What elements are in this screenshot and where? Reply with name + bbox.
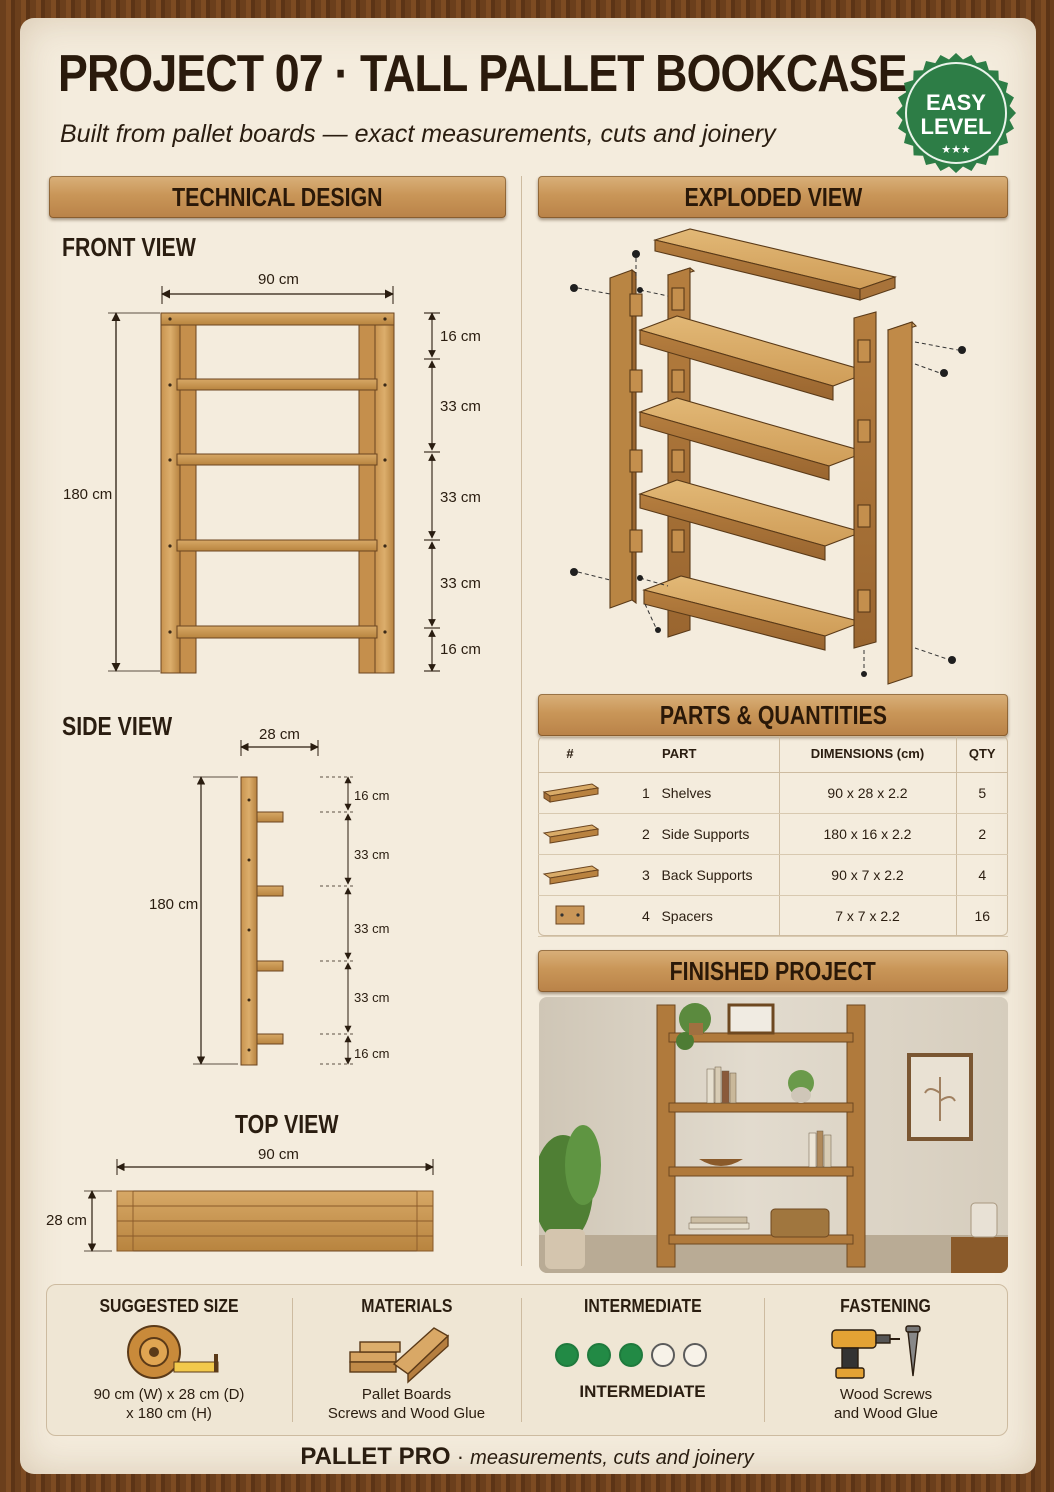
- banner-parts-quantities: PARTS & QUANTITIES: [538, 694, 1008, 736]
- part-qty: 5: [956, 772, 1008, 813]
- fastening-line1: Wood Screws: [839, 1386, 933, 1403]
- rating-dot-empty: [651, 1343, 675, 1367]
- col-dimensions: DIMENSIONS (cm): [779, 736, 956, 772]
- part-num: 2: [642, 825, 650, 842]
- parts-table: [538, 736, 1008, 937]
- banner-technical-design: TECHNICAL DESIGN: [49, 176, 506, 218]
- table-row: [538, 895, 1008, 936]
- fastening-line2: and Wood Glue: [834, 1405, 938, 1422]
- part-thumb-spacer-icon: [538, 895, 602, 936]
- rating-dot-filled: [555, 1343, 579, 1367]
- front-spacing-5: 16 cm: [440, 641, 481, 658]
- col-part: PART: [602, 736, 779, 772]
- side-spacing-5: 16 cm: [354, 1046, 390, 1061]
- part-name: Spacers: [661, 907, 713, 924]
- col-qty: QTY: [956, 736, 1008, 772]
- rating-dot-filled: [587, 1343, 611, 1367]
- banner-exploded-view: EXPLODED VIEW: [538, 176, 1008, 218]
- difficulty-rating: [555, 1343, 707, 1367]
- part-thumb-back-support-icon: [538, 854, 602, 895]
- page-title: PROJECT 07 · TALL PALLET BOOKCASE: [58, 45, 907, 103]
- front-spacing-4: 33 cm: [440, 575, 481, 592]
- size-title: SUGGESTED SIZE: [99, 1296, 239, 1316]
- part-thumb-side-support-icon: [538, 813, 602, 854]
- badge-line1: EASY: [926, 90, 986, 115]
- table-row: [538, 772, 1008, 813]
- materials-line1: Pallet Boards: [361, 1386, 452, 1403]
- part-name: Back Supports: [661, 866, 753, 883]
- top-width-dim: 90 cm: [258, 1146, 299, 1163]
- side-spacing-2: 33 cm: [354, 847, 390, 862]
- front-view-label: FRONT VIEW: [62, 232, 196, 262]
- top-depth-dim: 28 cm: [46, 1212, 87, 1229]
- rating-dot-empty: [683, 1343, 707, 1367]
- table-row: [538, 854, 1008, 895]
- side-view-label: SIDE VIEW: [62, 711, 173, 741]
- side-spacing-3: 33 cm: [354, 921, 390, 936]
- part-num: 4: [642, 907, 650, 924]
- footer-fastening: [764, 1284, 1008, 1436]
- table-row: [538, 813, 1008, 854]
- brand-tagline: measurements, cuts and joinery: [470, 1447, 754, 1469]
- parts-table-header: [538, 736, 1008, 772]
- size-line2: x 180 cm (H): [126, 1405, 212, 1422]
- part-dims: 7 x 7 x 2.2: [779, 895, 956, 936]
- side-height-dim: 180 cm: [149, 896, 199, 913]
- part-dims: 180 x 16 x 2.2: [779, 813, 956, 854]
- badge-stars: ★★★: [941, 143, 971, 156]
- banner-finished-project: FINISHED PROJECT: [538, 950, 1008, 992]
- brand-separator: ·: [450, 1444, 471, 1469]
- front-spacing-3: 33 cm: [440, 489, 481, 506]
- front-spacing-1: 16 cm: [440, 328, 481, 345]
- page-subtitle: Built from pallet boards — exact measurements, cuts and joinery: [60, 120, 776, 148]
- footer-materials: [292, 1284, 521, 1436]
- tape-measure-icon: [122, 1324, 222, 1380]
- part-qty: 4: [956, 854, 1008, 895]
- level-label: INTERMEDIATE: [579, 1382, 706, 1401]
- front-width-dim: 90 cm: [258, 271, 299, 288]
- size-line1: 90 cm (W) x 28 cm (D): [93, 1386, 245, 1403]
- rating-dot-filled: [619, 1343, 643, 1367]
- drill-and-screw-icon: [826, 1322, 936, 1382]
- part-dims: 90 x 28 x 2.2: [779, 772, 956, 813]
- side-spacing-1: 16 cm: [354, 788, 390, 803]
- part-qty: 2: [956, 813, 1008, 854]
- badge-line2: LEVEL: [920, 114, 992, 139]
- exploded-view-drawing: [0, 0, 1054, 700]
- part-qty: 16: [956, 895, 1008, 936]
- fastening-title: FASTENING: [840, 1296, 932, 1316]
- part-name: Side Supports: [661, 825, 750, 842]
- part-dims: 90 x 7 x 2.2: [779, 854, 956, 895]
- part-name: Shelves: [661, 784, 712, 801]
- col-num: #: [538, 736, 602, 772]
- side-depth-dim: 28 cm: [259, 726, 300, 743]
- finished-project-photo: [539, 997, 1008, 1273]
- footer-size: [46, 1284, 292, 1436]
- level-title: INTERMEDIATE: [583, 1296, 702, 1316]
- part-thumb-shelf-icon: [538, 772, 602, 813]
- top-view-label: TOP VIEW: [235, 1109, 339, 1139]
- materials-line2: Screws and Wood Glue: [327, 1405, 486, 1422]
- part-num: 3: [642, 866, 650, 883]
- materials-title: MATERIALS: [360, 1296, 453, 1316]
- front-height-dim: 180 cm: [63, 486, 113, 503]
- front-spacing-2: 33 cm: [440, 398, 481, 415]
- brand-name: PALLET PRO: [300, 1443, 451, 1470]
- side-spacing-4: 33 cm: [354, 990, 390, 1005]
- wood-boards-icon: [344, 1322, 454, 1382]
- brand-line: [0, 1443, 1054, 1471]
- part-num: 1: [642, 784, 650, 801]
